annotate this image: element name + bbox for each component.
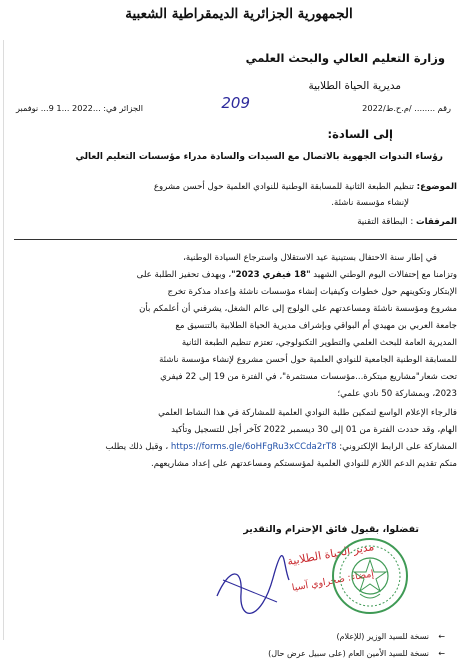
subject-label: الموضوع: — [416, 182, 457, 192]
copy-recipient: نسخة للسيد الوزير (للإعلام) — [336, 632, 429, 641]
body-p1-line: 2023، وبمشاركة 50 نادي علمي؛ — [337, 389, 457, 399]
body-p2-line: فالرجاء الإعلام الواسع لتمكين طلبة النوادي العلمية للمشاركة في هذا النشاط العلمي — [158, 408, 457, 418]
reference-number: رقم ........ /م.ح.ط/2022 — [362, 103, 451, 113]
copy-bullet: ← — [438, 649, 445, 658]
section-divider — [14, 239, 457, 240]
copy-recipient: نسخة للسيد الأمين العام (على سبيل عرض حال) — [268, 649, 429, 658]
closing-salutation: تفضلوا، بقبول فائق الإحترام والتقدير — [243, 524, 419, 535]
body-p1-line: الإبتكار وتكوينهم حول خطوات وكيفيات إنشاء مؤسسات ناشئة وإعداد مذكرة تخرج — [167, 287, 457, 297]
ministry-title: وزارة التعليم العالي والبحث العلمي — [245, 51, 445, 65]
subject-line-2: لإنشاء مؤسسة ناشئة. — [331, 198, 409, 208]
directorate-stamp — [203, 539, 376, 632]
body-p2-line-with-link — [16, 439, 457, 455]
addressee-greeting: إلى السادة: — [327, 127, 393, 141]
body-p1-line: للمسابقة الوطنية الجامعية للنوادي العلمية حول أحسن مشروع لإنشاء مؤسسة ناشئة — [159, 355, 457, 365]
body-p2-line: منكم تقديم الدعم اللازم للنوادي العلمية لمؤسستكم ومساعدتهم على إعداد مشاريعهم. — [151, 459, 457, 469]
body-p2-line: الهام، وقد حددت الفترة من 01 إلى 30 ديسمبر 2022 كآخر أجل للتسجيل وتأكيد — [171, 425, 457, 435]
attachments-label: المرفقات — [416, 217, 457, 227]
attachments-line — [357, 217, 457, 227]
reference-line — [16, 94, 451, 117]
copy-bullet: ← — [438, 632, 445, 641]
republic-header: الجمهورية الجزائرية الديمقراطية الشعبية — [125, 6, 353, 22]
handwritten-reference-number: 209 — [221, 94, 250, 112]
registration-link-intro: المشاركة على الرابط الإلكتروني: — [339, 442, 457, 452]
addressee-names: رؤساء الندوات الجهوية بالاتصال مع السيدات والسادة مدراء مؤسسات التعليم العالي — [75, 152, 443, 162]
body-p1-line: في إطار سنة الاحتفال بستينية عيد الاستقلال واسترجاع السيادة الوطنية، — [183, 253, 437, 263]
place-and-date: الجزائر في: ...2022 ...1 9... نوفمبر — [16, 103, 144, 113]
body-p1-line: المديرية العامة للبحث العلمي والتطوير التكنولوجي، تعتزم تنظيم الطبعة الثانية — [181, 338, 457, 348]
scan-edge-line — [3, 40, 4, 640]
stamp-line-1: مدير الحياة الطلابية — [286, 539, 376, 569]
subject-block — [14, 179, 457, 211]
body-p1-line: وتزامنا مع إحتفالات اليوم الوطني الشهيد "18 فيفري 2023"، وبهدف تحفيز الطلبة على — [136, 270, 457, 280]
body-p1-line: مشروع ومؤسسة ناشئة ومساعدتهم على الولوج إلى عالم الشغل، يشرفني أن أعلمكم بأن — [139, 304, 457, 314]
directorate-title: مديرية الحياة الطلابية — [308, 80, 401, 92]
attachments-value: : البطاقة التقنية — [357, 217, 414, 227]
stamp-line-2: إمضاء: صحراوي آسيا — [291, 568, 375, 594]
official-seal — [330, 536, 410, 616]
body-p1-line: تحت شعار"مشاريع مبتكرة...مؤسسات مستثمرة"، في الفترة من 19 إلى 22 فيفري — [160, 372, 457, 382]
subject-line-1: تنظيم الطبعة الثانية للمسابقة الوطنية للنوادي العلمية حول أحسن مشروع — [153, 182, 414, 192]
signature-scribble — [217, 556, 289, 614]
body-p1-line: جامعة العربي بن مهيدي أم البواقي وبإشراف مديرية الحياة الطلابية بالتنسيق مع — [175, 321, 457, 331]
registration-link[interactable]: https://forms.gle/6oHFgRu3xCCda2rT8 — [170, 442, 337, 452]
registration-link-outro: ، وقبل ذلك يطلب — [105, 442, 169, 452]
